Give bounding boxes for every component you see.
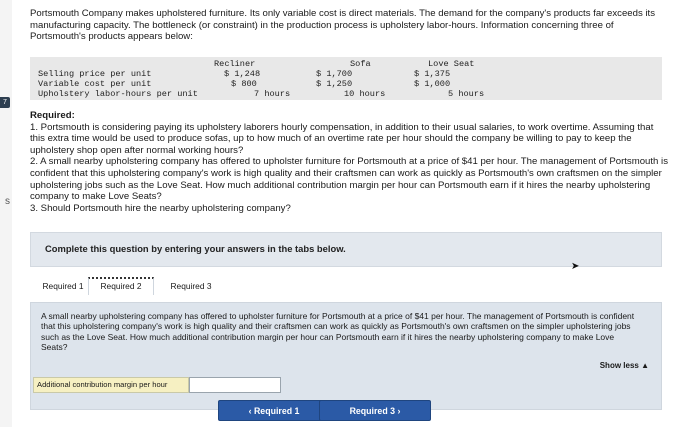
required-heading: Required:: [30, 110, 75, 121]
question-number-badge: 7: [0, 97, 10, 108]
left-gutter: [0, 0, 12, 427]
contribution-margin-input[interactable]: [189, 377, 281, 393]
answer-panel: [30, 302, 662, 410]
cell-love-seat-hours: 5 hours: [448, 89, 485, 99]
cell-recliner-price: $ 1,248: [224, 69, 261, 79]
prev-button-label: Required 1: [253, 406, 300, 416]
instruction-text: Complete this question by entering your answers in the tabs below.: [45, 243, 346, 254]
prev-required-1-button[interactable]: [218, 400, 330, 421]
cell-sofa-hours: 10 hours: [344, 89, 386, 99]
column-header-recliner: Recliner: [214, 59, 256, 69]
required-section: [30, 110, 670, 214]
row-label-selling-price: Selling price per unit: [38, 69, 152, 79]
tab-required-1[interactable]: Required 1: [38, 277, 88, 295]
tab-required-2[interactable]: Required 2: [88, 277, 154, 295]
answer-input-label: Additional contribution margin per hour: [33, 377, 189, 393]
intro-paragraph: Portsmouth Company makes upholstered furniture. Its only variable cost is direct materials. The demand for the company's products far exceeds its manufacturing capacity. The bottleneck (or constraint) in the production process is upholstery labor-hours. Information concerning three of Portsmouth's products appears below:: [30, 8, 656, 43]
cell-recliner-cost: $ 800: [231, 79, 257, 89]
cell-sofa-price: $ 1,700: [316, 69, 353, 79]
answer-input-row: [33, 377, 283, 393]
cell-love-seat-cost: $ 1,000: [414, 79, 451, 89]
cell-recliner-hours: 7 hours: [254, 89, 291, 99]
next-button-label: Required 3: [349, 406, 396, 416]
caret-up-icon: ▲: [641, 361, 649, 370]
column-header-sofa: Sofa: [350, 59, 371, 69]
instruction-bar: [30, 232, 662, 267]
chevron-left-icon: ‹: [248, 406, 252, 416]
column-header-love-seat: Love Seat: [428, 59, 475, 69]
mouse-cursor-icon: ➤: [571, 261, 580, 272]
tab-required-3[interactable]: Required 3: [162, 277, 220, 295]
cell-love-seat-price: $ 1,375: [414, 69, 451, 79]
next-required-3-button[interactable]: [319, 400, 431, 421]
required-item-1: 1. Portsmouth is considering paying its upholstery laborers hourly compensation, in addition to their usual salaries, to work overtime. Assuming that this extra time would be used to produce sofas, up to how much of an overtime rate per hour should the company be willing to pay to keep the upholstery shop open after normal working hours?: [30, 121, 654, 156]
show-less-label: Show less: [599, 361, 639, 370]
required-item-2: 2. A small nearby upholstering company has offered to upholster furniture for Portsmouth at a price of $41 per hour. The management of Portsmouth is confident that this upholstering company's work is high quality and their craftsmen can work as quickly as Portsmouth's own craftsmen on the simpler upholstering jobs such as the Love Seat. How much additional contribution margin per hour can Portsmouth earn if it hires the nearby upholstering company to make Love Seats?: [30, 156, 668, 203]
chevron-right-icon: ›: [397, 406, 401, 416]
product-data-table: [30, 57, 662, 100]
cell-sofa-cost: $ 1,250: [316, 79, 353, 89]
show-less-toggle[interactable]: [600, 361, 649, 370]
row-label-variable-cost: Variable cost per unit: [38, 79, 152, 89]
row-label-labor-hours: Upholstery labor-hours per unit: [38, 89, 198, 99]
required-item-3: 3. Should Portsmouth hire the nearby upholstering company?: [30, 202, 291, 214]
side-mark: s: [5, 196, 10, 207]
panel-question-text: A small nearby upholstering company has offered to upholster furniture for Portsmouth at a price of $41 per hour. The management of Portsmouth is confident that this upholstering company's work is high quality and their craftsmen can work as quickly as Portsmouth's own craftsmen on the simpler upholstering jobs such as the Love Seat. How much additional contribution margin per hour can Portsmouth earn if it hires the nearby upholstering company to make Love Seats?: [41, 311, 635, 353]
